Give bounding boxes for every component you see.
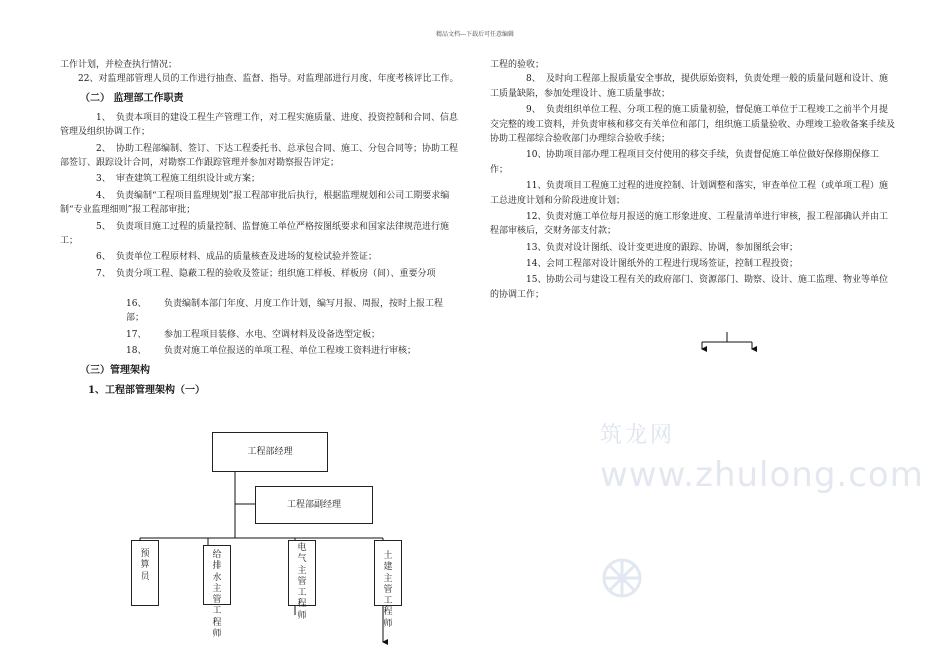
- duty-item-4: 4、 负责编制“工程项目监理规划”报工程部审批后执行，根据监理规划和公司工期要求编制“专业监理细则”报工程部审批；: [60, 190, 450, 216]
- duty-item-15: 15、协助公司与建设工程有关的政府部门、资源部门、勘察、设计、施工监理、物业等单位的协调工作；: [490, 275, 889, 300]
- org-box-plumbing: 给排水主管工程师: [203, 545, 231, 605]
- duty-item-18: 18、 负责对施工单位报送的单项工程、单位工程竣工资料进行审核；: [126, 346, 417, 357]
- page-header: 精品文档---下载后可任意编辑: [435, 31, 515, 38]
- duty-item-13: 13、负责对设计图纸、设计变更进度的跟踪、协调，参加图纸会审；: [526, 242, 799, 253]
- duty-item-17: 17、 参加工程项目装修、水电、空调材料及设备选型定板；: [126, 329, 381, 340]
- item-22: 22、对监理部管理人员的工作进行抽查、监督、指导。对监理部进行月度、年度考核评比工作。: [78, 74, 459, 85]
- duty-item-11: 11、负责项目工程施工过程的进度控制、计划调整和落实，审查单位工程（或单项工程）施工总进度计划和分阶段进度计划；: [490, 181, 889, 206]
- right-intro: 工程的验收；: [490, 60, 545, 70]
- duty-item-16: 16、 负责编制本部门年度、月度工作计划，编写月报、周报，按时上报工程部；: [126, 299, 444, 324]
- section-3-title: （三）管理架构: [80, 364, 150, 376]
- org-box-manager: 工程部经理: [212, 432, 328, 472]
- duty-item-3: 3、 审查建筑工程施工组织设计或方案；: [96, 174, 261, 185]
- duty-item-2: 2、 协助工程部编制、签订、下达工程委托书、总承包合同、施工、分包合同等；协助工程部签订、跟踪设计合同，对勘察工作跟踪管理并参加对勘察报告评定；: [60, 143, 459, 168]
- duty-item-5: 5、 负责项目施工过程的质量控制、监督施工单位严格按图纸要求和国家法律规范进行施工；: [60, 221, 450, 246]
- org-box-civil: 土建主管工程师: [374, 540, 402, 606]
- duty-item-7: 7、 负责分项工程、隐蔽工程的验收及签证；组织施工样板、样板房（间）、重要分项: [96, 268, 436, 279]
- org-chart-title: 1、工程部管理架构（一）: [88, 384, 205, 396]
- org-box-budget: 预算员: [131, 540, 159, 606]
- duty-item-12: 12、负责对施工单位每月报送的施工形象进度、工程量清单进行审核，报工程部确认并由工程部审核后，交财务部支付款；: [490, 211, 889, 237]
- duty-item-10: 10、协助项目部办理工程项目交付使用的移交手续，负责督促施工单位做好保修期保修工作；: [490, 150, 880, 175]
- intro-line: 工作计划，并检查执行情况；: [60, 60, 178, 70]
- org-box-electrical: 电气主管工程师: [288, 540, 316, 606]
- duty-item-6: 6、 负责单位工程原材料、成品的质量核查及进场的复检试验并签证；: [96, 252, 378, 263]
- watermark-cn: 筑龙网: [600, 423, 676, 448]
- org-box-deputy: 工程部副经理: [255, 486, 373, 524]
- watermark-url: www.zhulong.com: [600, 455, 924, 495]
- duty-item-1: 1、 负责本项目的建设工程生产管理工作，对工程实施质量、进度、投资控制和合同、信息管理及组织协调工作；: [60, 112, 459, 138]
- duty-item-14: 14、会同工程部对设计图纸外的工程进行现场签证，控制工程投资；: [526, 259, 799, 270]
- duty-item-9: 9、 负责组织单位工程、分项工程的施工质量初验，督促施工单位于工程竣工之前半个月提交完整的竣工资料，并负责审核和移交有关单位和部门，组织施工质量验收、办理竣工验收备案手续及协助工程部综合验收部门办理综合验收手续；: [490, 105, 896, 144]
- duty-item-8: 8、 及时向工程部上报质量安全事故，提供原始资料，负责处理一般的质量问题和设计、施工质量缺陷，参加处理设计、施工质量事故；: [490, 74, 889, 99]
- section-2-title: （二） 监理部工作职责: [80, 92, 184, 104]
